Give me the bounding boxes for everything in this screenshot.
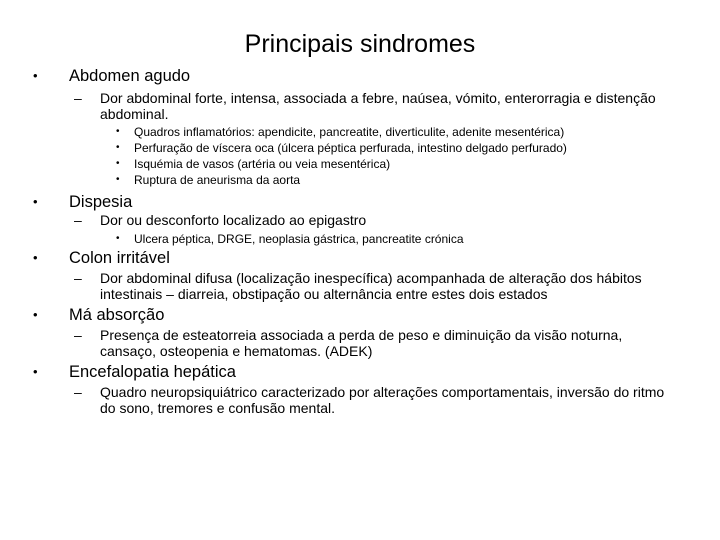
sub-item-text: Quadros inflamatórios: apendicite, pancreatite, diverticulite, adenite mesentérica) bbox=[134, 125, 565, 139]
sub-item-text: Ulcera péptica, DRGE, neoplasia gástrica, pancreatite crónica bbox=[134, 232, 464, 246]
heading-text: Colon irritável bbox=[69, 249, 170, 267]
bullet: • bbox=[33, 68, 38, 83]
bullet: • bbox=[116, 174, 120, 185]
bullet: • bbox=[33, 364, 38, 379]
section-description bbox=[74, 384, 674, 416]
section-description bbox=[74, 90, 674, 122]
dash: – bbox=[74, 90, 82, 106]
heading-text: Má absorção bbox=[69, 306, 165, 324]
bullet: • bbox=[116, 142, 120, 153]
bullet: • bbox=[33, 307, 38, 322]
heading-text: Abdomen agudo bbox=[69, 67, 191, 85]
description-text: Presença de esteatorreia associada a perda de peso e diminuição da visão noturna, cansaço, osteopenia e hematomas. (ADEK) bbox=[100, 327, 623, 359]
section-description bbox=[74, 212, 674, 228]
dash: – bbox=[74, 270, 82, 286]
slide-title: Principais sindromes bbox=[244, 30, 476, 58]
section-description bbox=[74, 270, 674, 302]
heading-text: Encefalopatia hepática bbox=[69, 363, 236, 381]
sub-item-text: Isquémia de vasos (artéria ou veia mesentérica) bbox=[134, 157, 391, 171]
description-text: Dor abdominal difusa (localização inespecífica) acompanhada de alteração dos hábitos intestinais – diarreia, obstipação ou alternância entre estes dois estados bbox=[100, 270, 642, 302]
description-text: Quadro neuropsiquiátrico caracterizado por alterações comportamentais, inversão do ritmo do sono, tremores e confusão mental. bbox=[100, 384, 665, 416]
sub-item-text: Perfuração de víscera oca (úlcera péptica perfurada, intestino delgado perfurado) bbox=[134, 141, 567, 155]
section-description bbox=[74, 327, 674, 359]
dash: – bbox=[74, 384, 82, 400]
heading-text: Dispesia bbox=[69, 193, 133, 211]
bullet: • bbox=[116, 158, 120, 169]
bullet: • bbox=[116, 233, 120, 244]
dash: – bbox=[74, 212, 82, 228]
bullet: • bbox=[33, 194, 38, 209]
description-text: Dor abdominal forte, intensa, associada a febre, naúsea, vómito, enterorragia e distenção abdominal. bbox=[100, 90, 656, 122]
sub-item-text: Ruptura de aneurisma da aorta bbox=[134, 173, 301, 187]
description-text: Dor ou desconforto localizado ao epigastro bbox=[100, 212, 367, 228]
bullet: • bbox=[33, 250, 38, 265]
bullet: • bbox=[116, 126, 120, 137]
dash: – bbox=[74, 327, 82, 343]
